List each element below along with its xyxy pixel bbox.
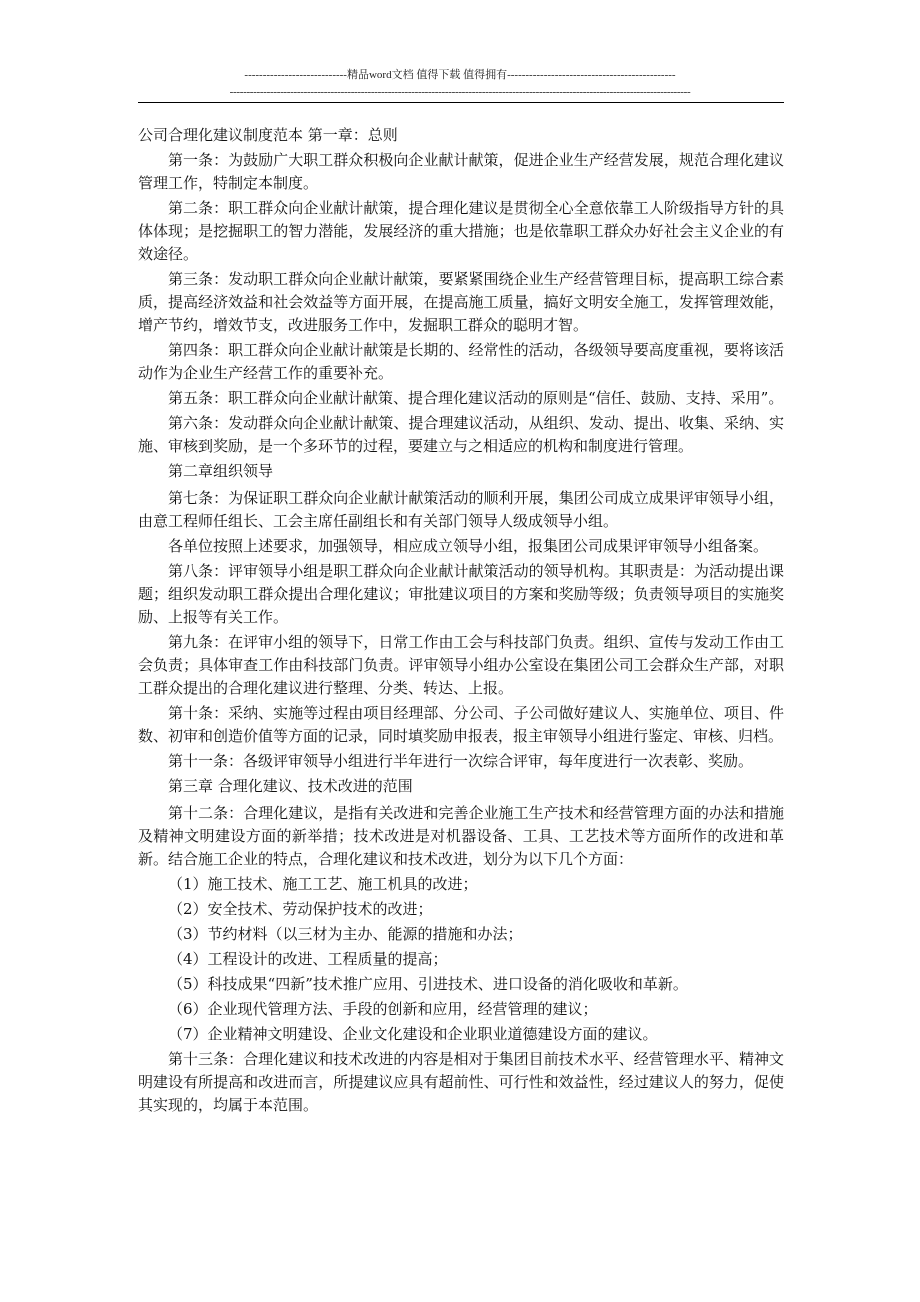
page-header-dashes: ----------------------------------------------------------------------------------------------------------------------------------------- xyxy=(229,86,691,98)
article-1: 第一条：为鼓励广大职工群众积极向企业献计献策，促进企业生产经营发展，规范合理化建议管理工作，特制定本制度。 xyxy=(138,151,784,192)
list-item-2: （2）安全技术、劳动保护技术的改进； xyxy=(168,900,433,918)
list-item-6: （6）企业现代管理方法、手段的创新和应用，经营管理的建议； xyxy=(168,1000,598,1018)
article-8: 第八条：评审领导小组是职工群众向企业献计献策活动的领导机构。其职责是：为活动提出课题；组织发动职工群众提出合理化建议；审批建议项目的方案和奖励等级；负责领导项目的实施奖励、上报等有关工作。 xyxy=(138,562,784,626)
list-item-5: （5）科技成果“四新”技术推广应用、引进技术、进口设备的消化吸收和革新。 xyxy=(168,975,688,993)
article-3: 第三条：发动职工群众向企业献计献策，要紧紧围绕企业生产经营管理目标，提高职工综合素质，提高经济效益和社会效益等方面开展，在提高施工质量，搞好文明安全施工，发挥管理效能，增产节约，增效节支，改进服务工作中，发掘职工群众的聪明才智。 xyxy=(138,270,784,334)
article-11: 第十一条：各级评审领导小组进行半年进行一次综合评审，每年度进行一次表彰、奖励。 xyxy=(168,752,754,770)
list-item-7: （7）企业精神文明建设、企业文化建设和企业职业道德建设方面的建议。 xyxy=(168,1025,658,1043)
article-7: 第七条：为保证职工群众向企业献计献策活动的顺利开展，集团公司成立成果评审领导小组，由意工程师任组长、工会主席任副组长和有关部门领导人级成领导小组。 xyxy=(138,489,784,530)
list-item-4: （4）工程设计的改进、工程质量的提高； xyxy=(168,950,448,968)
article-10: 第十条：采纳、实施等过程由项目经理部、分公司、子公司做好建议人、实施单位、项目、件数、初审和创造价值等方面的记录，同时填奖励申报表，报主审领导小组进行鉴定、审核、归档。 xyxy=(138,704,784,745)
chapter-3-heading: 第三章 合理化建议、技术改进的范围 xyxy=(168,777,413,795)
article-7-supplement: 各单位按照上述要求，加强领导，相应成立领导小组，报集团公司成果评审领导小组备案。 xyxy=(168,537,769,555)
document-title: 公司合理化建议制度范本 第一章：总则 xyxy=(138,126,398,144)
article-2: 第二条：职工群众向企业献计献策，提合理化建议是贯彻全心全意依靠工人阶级指导方针的具体体现；是挖掘职工的智力潜能，发展经济的重大措施；也是依靠职工群众办好社会主义企业的有效途径。 xyxy=(138,199,784,263)
header-rule xyxy=(138,102,784,103)
list-item-3: （3）节约材料（以三材为主办、能源的措施和办法； xyxy=(168,925,523,943)
document-body xyxy=(138,124,784,1119)
page-header-banner: ----------------------------精品word文档 值得下载 值得拥有---------------------------------------------- xyxy=(244,69,676,81)
chapter-2-heading: 第二章组织领导 xyxy=(168,462,274,480)
article-4: 第四条：职工群众向企业献计献策是长期的、经常性的活动，各级领导要高度重视，要将该活动作为企业生产经营工作的重要补充。 xyxy=(138,341,784,382)
article-13: 第十三条：合理化建议和技术改进的内容是相对于集团目前技术水平、经营管理水平、精神文明建设有所提高和改进而言，所提建议应具有超前性、可行性和效益性，经过建议人的努力，促使其实现的，均属于本范围。 xyxy=(138,1050,784,1114)
article-12: 第十二条：合理化建议，是指有关改进和完善企业施工生产技术和经营管理方面的办法和措施及精神文明建设方面的新举措；技术改进是对机器设备、工具、工艺技术等方面所作的改进和革新。结合施工企业的特点，合理化建议和技术改进，划分为以下几个方面： xyxy=(138,804,784,868)
list-item-1: （1）施工技术、施工工艺、施工机具的改进； xyxy=(168,875,478,893)
article-6: 第六条：发动群众向企业献计献策、提合理建议活动，从组织、发动、提出、收集、采纳、实施、审核到奖励，是一个多环节的过程，要建立与之相适应的机构和制度进行管理。 xyxy=(138,414,784,455)
article-5: 第五条：职工群众向企业献计献策、提合理化建议活动的原则是“信任、鼓励、支持、采用”。 xyxy=(168,389,784,407)
article-9: 第九条：在评审小组的领导下，日常工作由工会与科技部门负责。组织、宣传与发动工作由工会负责；具体审查工作由科技部门负责。评审领导小组办公室设在集团公司工会群众生产部，对职工群众提出的合理化建议进行整理、分类、转达、上报。 xyxy=(138,633,784,697)
